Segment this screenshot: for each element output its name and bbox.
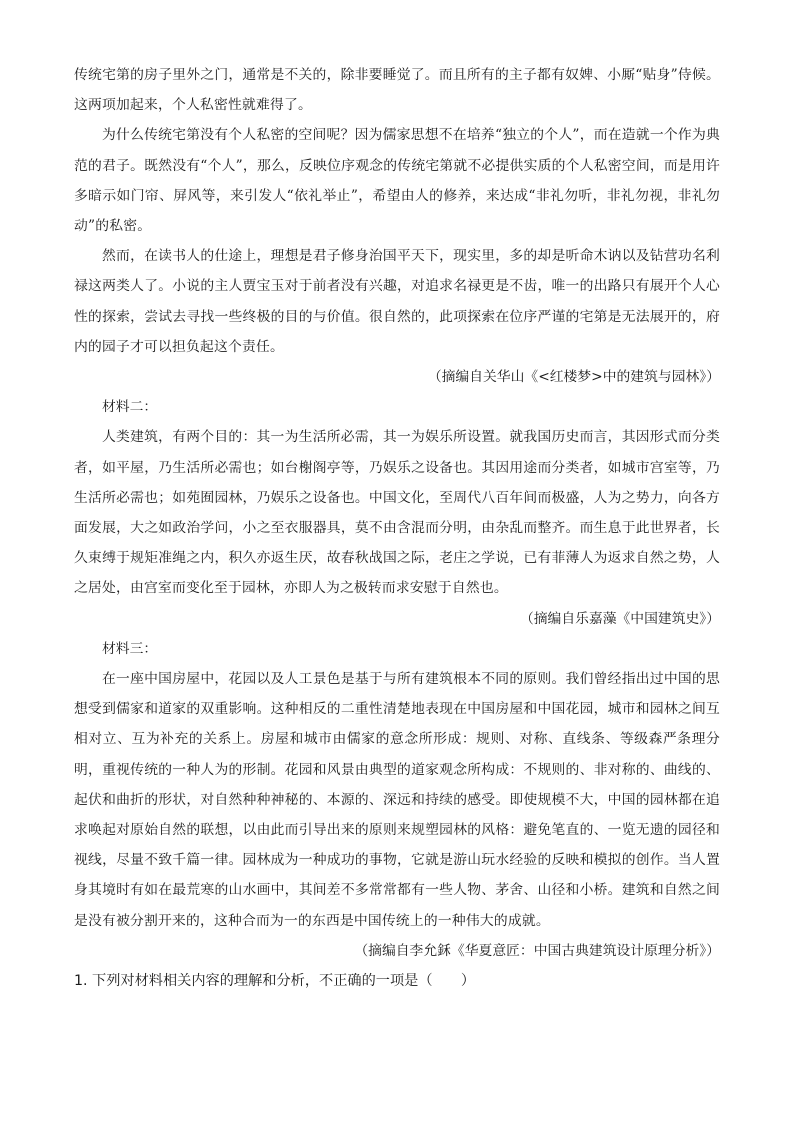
source-citation-2: （摘编自乐嘉藻《中国建筑史》） [519,610,720,627]
paragraph-2: 为什么传统宅第没有个人私密的空间呢？因为儒家思想不在培养“独立的个人”，而在造就一个作为典范的君子。既然没有“个人”，那么，反映位序观念的传统宅第就不必提供实质的个人私密空间，而是用许多暗示如门帘、屏风等，来引发人“依礼举止”，希望由人的修养，来达成“非礼勿听，非礼勿视，非礼勿动”的私密。 [74,127,720,235]
material-3-heading: 材料三： [102,640,158,657]
source-citation-1: （摘编自关华山《<红楼梦>中的建筑与园林》） [427,369,720,386]
paragraph-1: 传统宅第的房子里外之门，通常是不关的，除非要睡觉了。而且所有的主子都有奴婢、小厮“贴身”侍候。这两项加起来，个人私密性就难得了。 [74,67,720,114]
source-citation-3: （摘编自李允鉌《华夏意匠：中国古典建筑设计原理分析》） [354,942,720,959]
paragraph-4: 人类建筑，有两个目的：其一为生活所必需，其一为娱乐所设置。就我国历史而言，其因形式而分类者，如平屋，乃生活所必需也；如台榭阁亭等，乃娱乐之设备也。其因用途而分类者，如城市宫室等，乃生活所必需也；如苑囿园林，乃娱乐之设备也。中国文化，至周代八百年间而极盛，人为之势力，向各方面发展，大之如政治学问，小之至衣服器具，莫不由含混而分明，由杂乱而整齐。而生息于此世界者，长久束缚于规矩准绳之内，积久亦返生厌，故春秋战国之际，老庄之学说，已有菲薄人为返求自然之势，人之居处，由宫室而变化至于园林，亦即人为之极转而求安慰于自然也。 [74,429,720,597]
question-1: 1. 下列对材料相关内容的理解和分析，不正确的一项是（ ） [74,973,476,990]
document-page [74,60,720,994]
paragraph-3: 然而，在读书人的仕途上，理想是君子修身治国平天下，现实里，多的却是听命木讷以及钻营功名利禄这两类人了。小说的主人贾宝玉对于前者没有兴趣，对追求名禄更是不齿，唯一的出路只有展开个人心性的探索，尝试去寻找一些终极的目的与价值。很自然的，此项探索在位序严谨的宅第是无法展开的，府内的园子才可以担负起这个责任。 [74,248,720,355]
material-2-heading: 材料二： [102,399,158,416]
paragraph-5: 在一座中国房屋中，花园以及人工景色是基于与所有建筑根本不同的原则。我们曾经指出过中国的思想受到儒家和道家的双重影响。这种相反的二重性清楚地表现在中国房屋和中国花园，城市和园林之间互相对立、互为补充的关系上。房屋和城市由儒家的意念所形成：规则、对称、直线条、等级森严条理分明，重视传统的一种人为的形制。花园和风景由典型的道家观念所构成：不规则的、非对称的、曲线的、起伏和曲折的形状，对自然种种神秘的、本源的、深远和持续的感受。即使规模不大，中国的园林都在追求唤起对原始自然的联想，以由此而引导出来的原则来规塑园林的风格：避免笔直的、一览无遗的园径和视线，尽量不致千篇一律。园林成为一种成功的事物，它就是游山玩水经验的反映和模拟的创作。当人置身其境时有如在最荒寒的山水画中，其间差不多常常都有一些人物、茅舍、山径和小桥。建筑和自然之间是没有被分割开来的，这种合而为一的东西是中国传统上的一种伟大的成就。 [74,671,720,929]
